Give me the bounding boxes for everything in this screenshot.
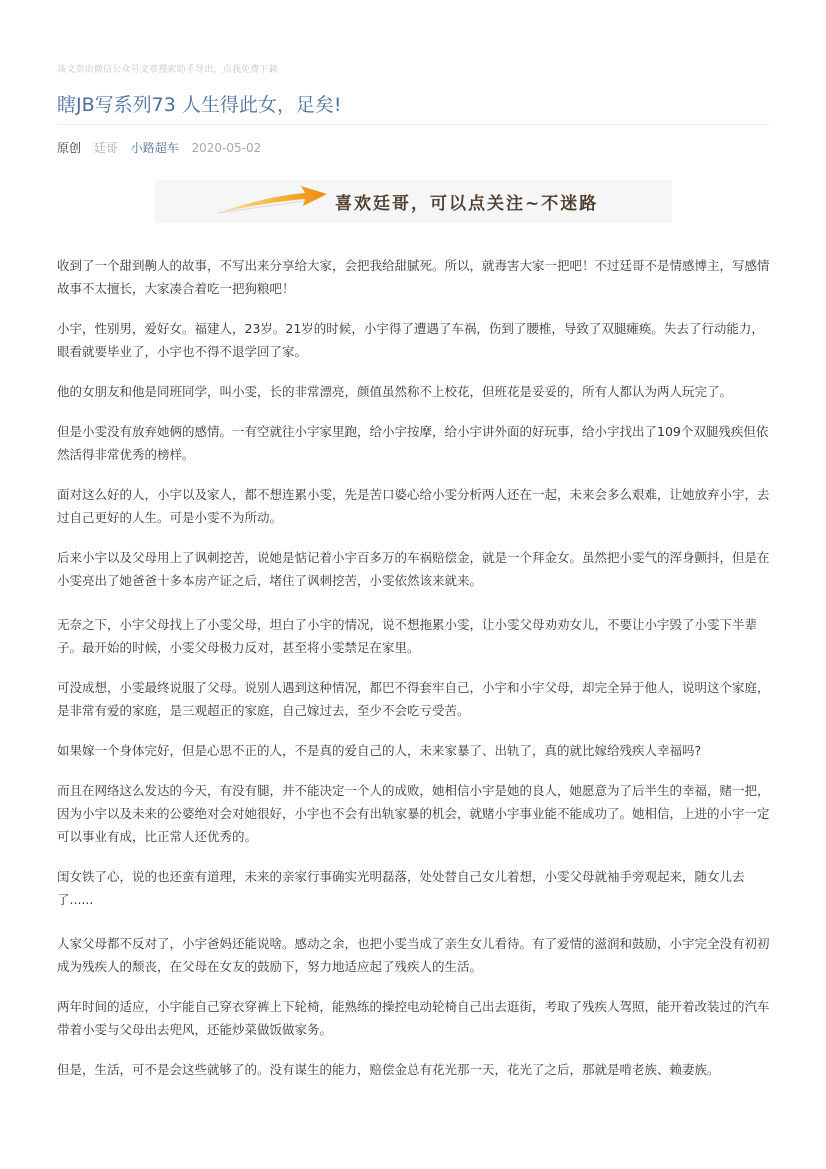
paragraph: 闺女铁了心，说的也还蛮有道理，未来的亲家行事确实光明磊落，处处替自己女儿着想，小雯父母就袖手旁观起来，随女儿去了...... bbox=[57, 869, 745, 907]
follow-banner bbox=[155, 180, 672, 223]
account-name-link[interactable]: 小路超车 bbox=[130, 141, 179, 155]
paragraph: 人家父母都不反对了，小宇爸妈还能说啥。感动之余，也把小雯当成了亲生女儿看待。有了爱情的滋润和鼓励，小宇完全没有初初成为残疾人的颓丧，在父母在女友的鼓励下，努力地适应起了残疾人的生活。 bbox=[57, 936, 770, 974]
paragraph: 两年时间的适应，小宇能自己穿衣穿裤上下轮椅，能熟练的操控电动轮椅自己出去逛街，考取了残疾人驾照，能开着改装过的汽车带着小雯与父母出去兜风，还能炒菜做饭做家务。 bbox=[57, 999, 770, 1037]
publish-date: 2020-05-02 bbox=[191, 141, 262, 155]
paragraph: 面对这么好的人，小宇以及家人，都不想连累小雯，先是苦口婆心给小雯分析两人还在一起，未来会多么艰难，让她放弃小宇，去过自己更好的人生。可是小雯不为所动。 bbox=[57, 487, 770, 525]
article-body bbox=[57, 254, 773, 1098]
paragraph: 但是小雯没有放弃她俩的感情。一有空就往小宇家里跑，给小宇按摩，给小宇讲外面的好玩事，给小宇找出了109个双腿残疾但依然活得非常优秀的榜样。 bbox=[57, 424, 769, 462]
follow-banner-text: 喜欢廷哥，可以点关注~不迷路 bbox=[335, 194, 599, 214]
article-meta bbox=[57, 140, 270, 156]
paragraph: 小宇，性别男，爱好女。福建人，23岁。21岁的时候，小宇得了遭遇了车祸，伤到了腰椎，导致了双腿瘫痪。失去了行动能力，眼看就要毕业了，小宇也不得不退学回了家。 bbox=[57, 321, 764, 359]
paragraph: 但是，生活，可不是会这些就够了的。没有谋生的能力，赔偿金总有花光那一天，花光了之后，那就是啃老族、赖妻族。 bbox=[57, 1062, 720, 1077]
paragraph: 后来小宇以及父母用上了讽刺挖苦，说她是惦记着小宇百多万的车祸赔偿金，就是一个拜金女。虽然把小雯气的浑身颤抖，但是在小雯亮出了她爸爸十多本房产证之后，堵住了讽刺挖苦，小雯依然该来就来。 bbox=[57, 550, 770, 588]
original-tag: 原创 bbox=[57, 141, 82, 155]
paragraph: 而且在网络这么发达的今天，有没有腿，并不能决定一个人的成败，她相信小宇是她的良人，她愿意为了后半生的幸福，赌一把，因为小宇以及未来的公婆绝对会对她很好，小宇也不会有出轨家暴的机会，就赌小宇事业能不能成功了。她相信，上进的小宇一定可以事业有成，比正常人还优秀的。 bbox=[57, 783, 770, 844]
paragraph: 可没成想，小雯最终说服了父母。说别人遇到这种情况，都巴不得套牢自己，小宇和小宇父母，却完全异于他人，说明这个家庭，是非常有爱的家庭，是三观超正的家庭，自己嫁过去，至少不会吃亏受苦。 bbox=[57, 680, 770, 718]
paragraph: 如果嫁一个身体完好，但是心思不正的人，不是真的爱自己的人，未来家暴了、出轨了，真的就比嫁给残疾人幸福吗? bbox=[57, 743, 702, 758]
title-divider bbox=[57, 124, 770, 125]
author-name: 廷哥 bbox=[93, 141, 118, 155]
paragraph: 无奈之下，小宇父母找上了小雯父母，坦白了小宇的情况，说不想拖累小雯，让小雯父母劝劝女儿，不要让小宇毁了小雯下半辈子。最开始的时候，小雯父母极力反对，甚至将小雯禁足在家里。 bbox=[57, 617, 758, 655]
paragraph: 收到了一个甜到齁人的故事，不写出来分享给大家，会把我给甜腻死。所以，就毒害大家一把吧！不过廷哥不是情感博主，写感情故事不太擅长，大家凑合着吃一把狗粮吧！ bbox=[57, 258, 770, 296]
export-source-note[interactable]: 该文章由微信公众号文章搜索助手导出，点我免费下载 bbox=[57, 65, 278, 75]
paragraph: 他的女朋友和他是同班同学，叫小雯，长的非常漂亮，颜值虽然称不上校花，但班花是妥妥的，所有人都认为两人玩完了。 bbox=[57, 384, 733, 399]
article-title: 瞎JB写系列73 人生得此女，足矣! bbox=[57, 94, 342, 116]
